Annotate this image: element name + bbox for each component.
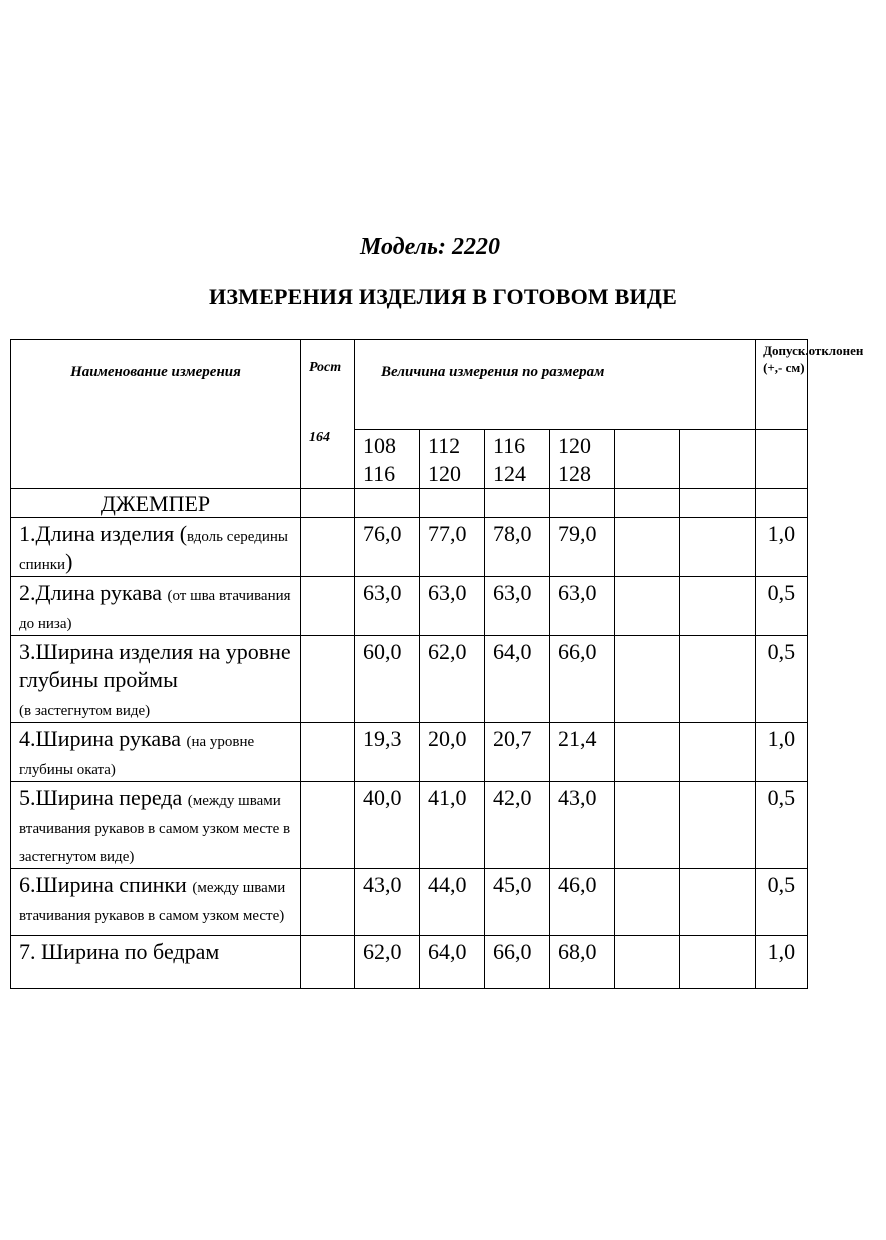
table-row	[11, 869, 808, 936]
measurement-name: 6.Ширина спинки (между швами втачивания рукавов в самом узком месте)	[11, 869, 301, 936]
value-cell: 20,0	[420, 723, 485, 782]
table-row	[11, 782, 808, 869]
tolerance-cell: 0,5	[756, 869, 808, 936]
value-cell: 62,0	[355, 936, 420, 989]
measurement-name: 1.Длина изделия (вдоль середины спинки)	[11, 518, 301, 577]
section-title: ДЖЕМПЕР	[11, 489, 301, 518]
measurements-table	[10, 339, 864, 989]
header-height	[301, 340, 355, 489]
measurement-name: 5.Ширина переда (между швами втачивания рукавов в самом узком месте в застегнутом виде)	[11, 782, 301, 869]
value-cell: 40,0	[355, 782, 420, 869]
page-heading: ИЗМЕРЕНИЯ ИЗДЕЛИЯ В ГОТОВОМ ВИДЕ	[209, 284, 677, 309]
empty-cell	[680, 430, 756, 489]
value-cell: 43,0	[550, 782, 615, 869]
size-cell: 120 128	[550, 430, 615, 489]
value-cell: 77,0	[420, 518, 485, 577]
tolerance-cell: 0,5	[756, 636, 808, 723]
tolerance-cell: 0,5	[756, 577, 808, 636]
value-cell: 66,0	[550, 636, 615, 723]
table-row	[11, 936, 808, 989]
value-cell: 63,0	[485, 577, 550, 636]
size-cell: 112 120	[420, 430, 485, 489]
empty-cell	[756, 430, 808, 489]
value-cell: 64,0	[485, 636, 550, 723]
value-cell: 76,0	[355, 518, 420, 577]
measurement-name: 2.Длина рукава (от шва втачивания до низа)	[11, 577, 301, 636]
value-cell: 63,0	[550, 577, 615, 636]
value-cell: 45,0	[485, 869, 550, 936]
value-cell: 79,0	[550, 518, 615, 577]
tolerance-cell: 0,5	[756, 782, 808, 869]
value-cell: 63,0	[420, 577, 485, 636]
value-cell: 21,4	[550, 723, 615, 782]
value-cell: 44,0	[420, 869, 485, 936]
table-row	[11, 723, 808, 782]
tolerance-cell: 1,0	[756, 936, 808, 989]
value-cell: 42,0	[485, 782, 550, 869]
model-title: Модель: 2220	[360, 234, 500, 260]
value-cell: 46,0	[550, 869, 615, 936]
measurement-name: 4.Ширина рукава (на уровне глубины оката)	[11, 723, 301, 782]
header-row	[11, 340, 808, 430]
value-cell: 62,0	[420, 636, 485, 723]
value-cell: 64,0	[420, 936, 485, 989]
header-height-label: Рост	[309, 360, 342, 375]
value-cell: 60,0	[355, 636, 420, 723]
value-cell: 78,0	[485, 518, 550, 577]
section-row	[11, 489, 808, 518]
tolerance-cell: 1,0	[756, 518, 808, 577]
empty-cell	[615, 430, 680, 489]
header-sizes: Величина измерения по размерам	[355, 340, 756, 430]
value-cell: 20,7	[485, 723, 550, 782]
header-height-value: 164	[309, 430, 330, 445]
table-row	[11, 518, 808, 577]
value-cell: 63,0	[355, 577, 420, 636]
tolerance-cell: 1,0	[756, 723, 808, 782]
value-cell: 43,0	[355, 869, 420, 936]
header-tolerance: Допуск.отклонен (+,- см)	[756, 340, 808, 430]
table-row	[11, 636, 808, 723]
header-measurement-name: Наименование измерения	[11, 340, 301, 489]
value-cell: 19,3	[355, 723, 420, 782]
size-cell: 108 116	[355, 430, 420, 489]
measurement-name: 7. Ширина по бедрам	[11, 936, 301, 989]
value-cell: 68,0	[550, 936, 615, 989]
value-cell: 41,0	[420, 782, 485, 869]
value-cell: 66,0	[485, 936, 550, 989]
measurement-name: 3.Ширина изделия на уровне глубины проймы (в застегнутом виде)	[11, 636, 301, 723]
table-row	[11, 577, 808, 636]
size-cell: 116 124	[485, 430, 550, 489]
